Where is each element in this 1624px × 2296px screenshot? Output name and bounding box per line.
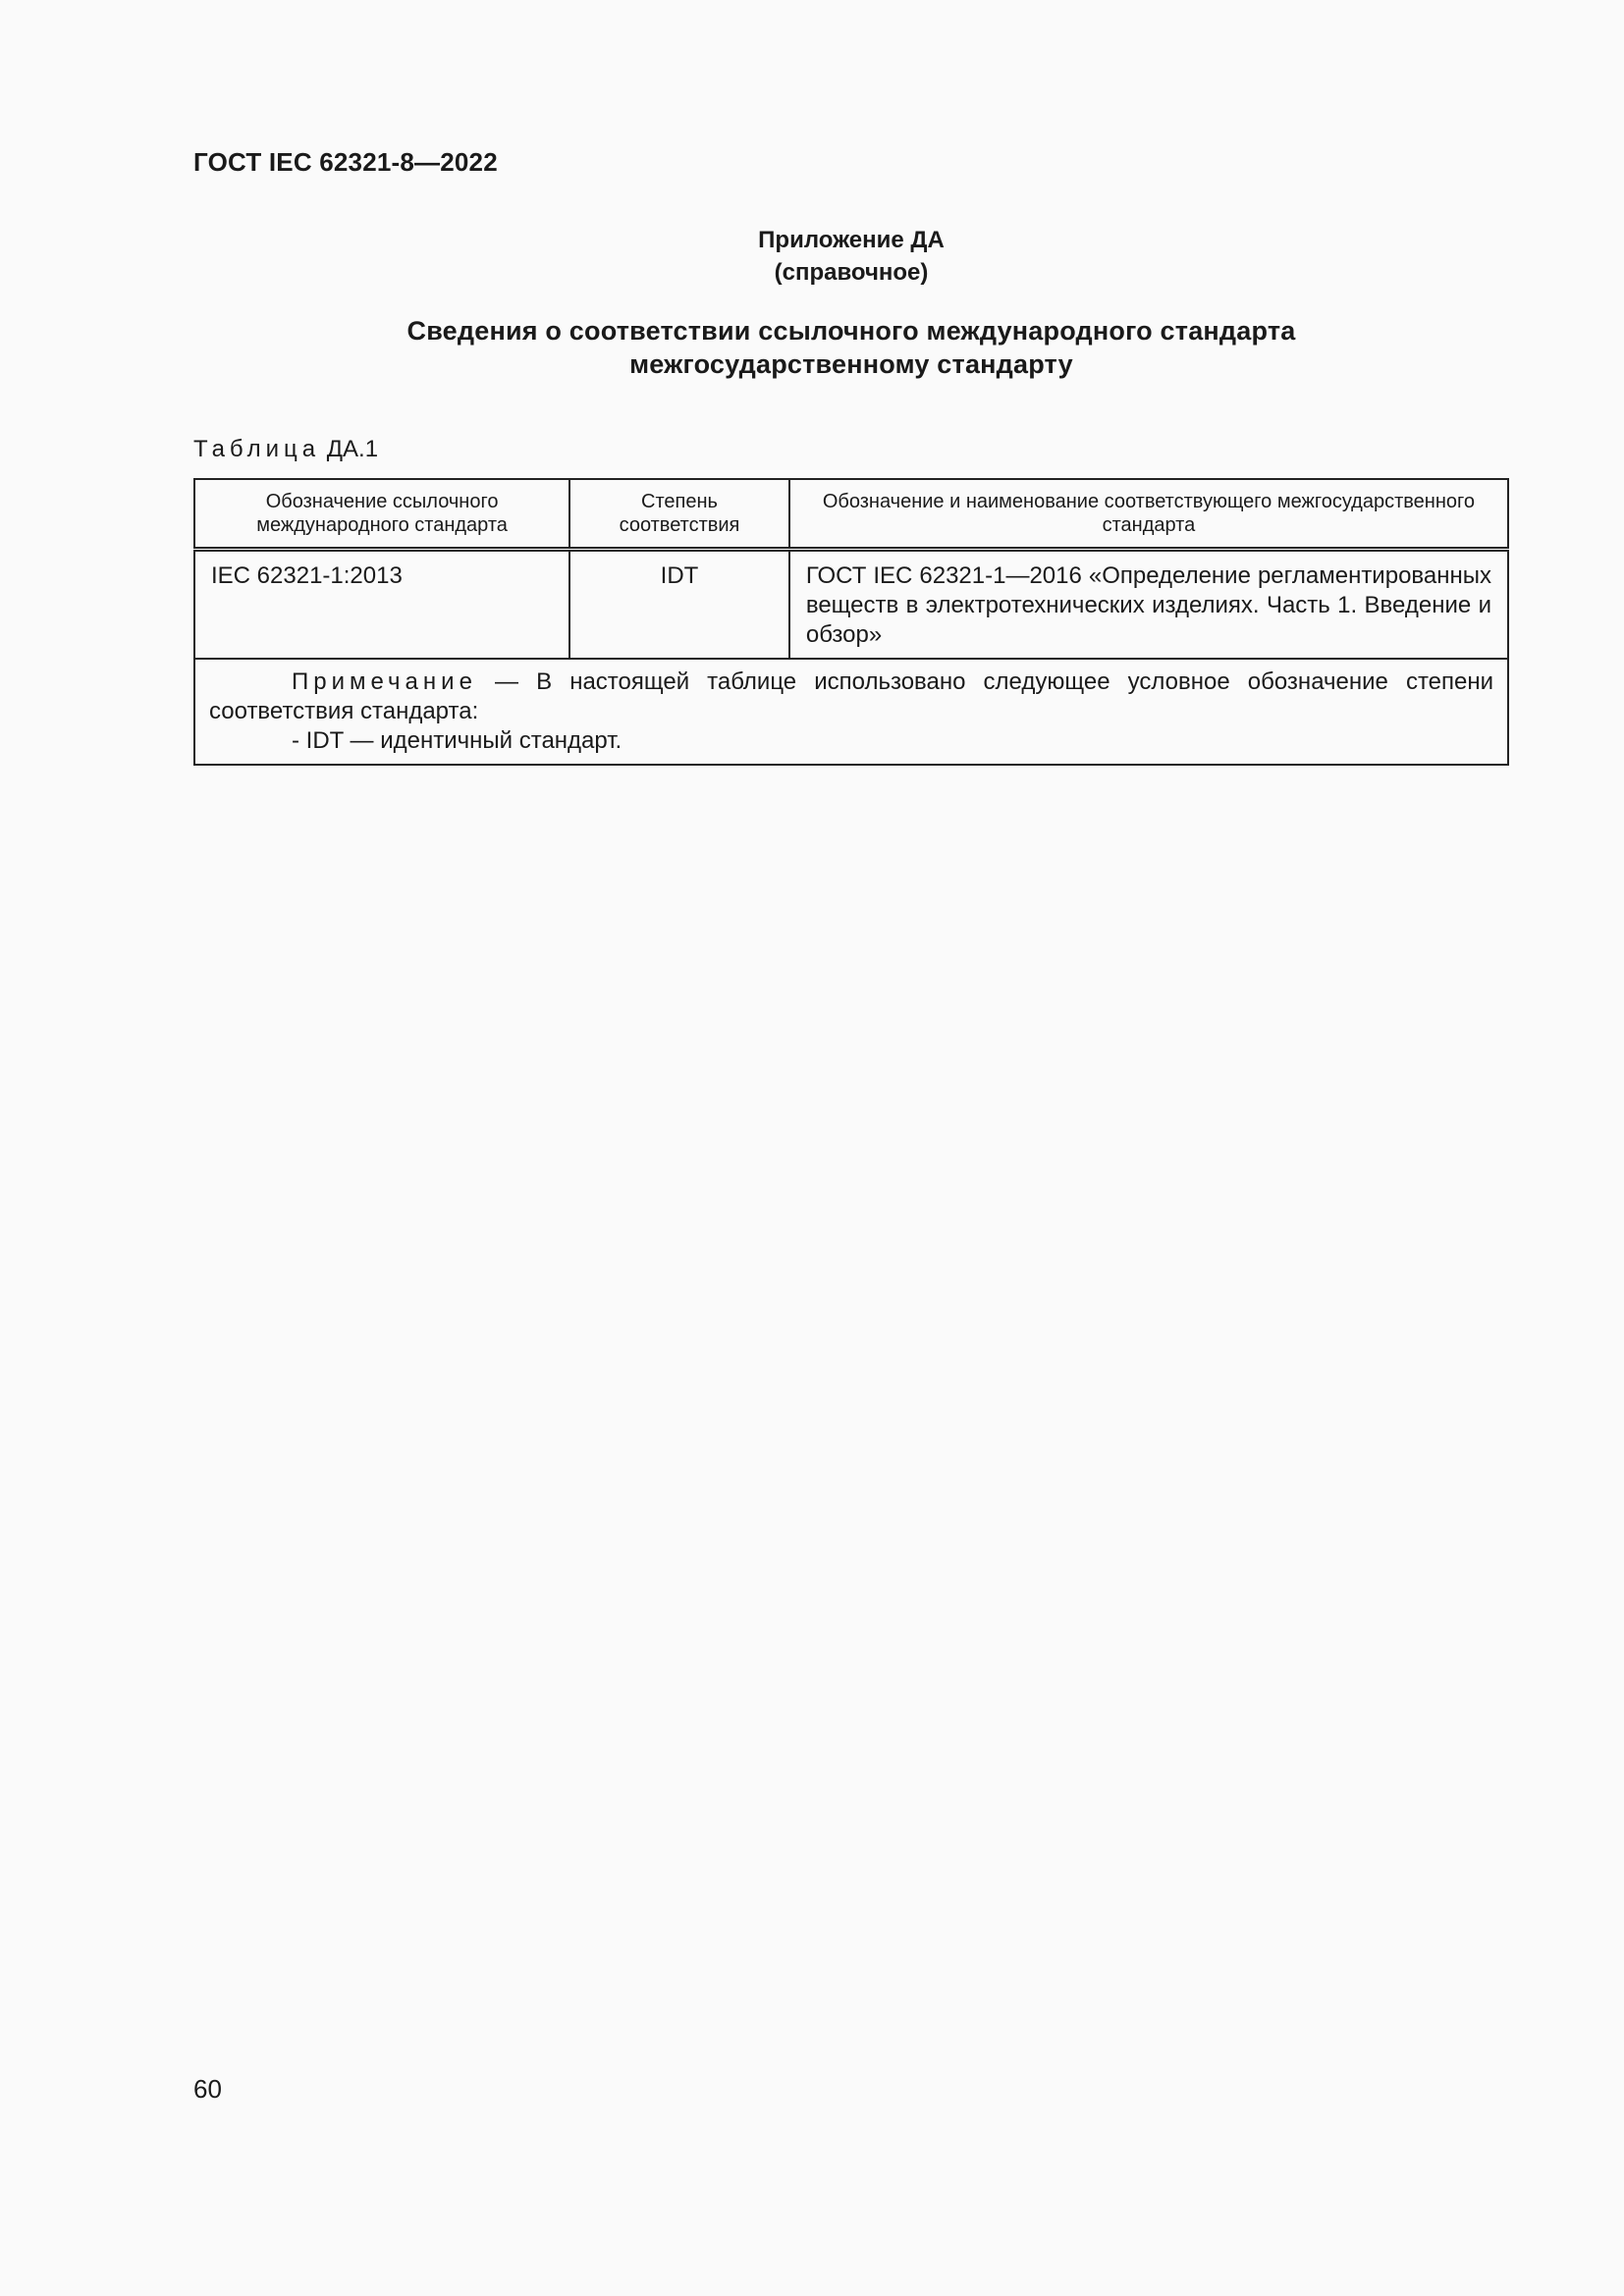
appendix-label: Приложение ДА: [758, 227, 945, 253]
appendix-title-line-1: Сведения о соответствии ссылочного международного стандарта: [406, 316, 1296, 346]
table-caption-number: ДА.1: [326, 436, 379, 462]
appendix-title: [193, 314, 1509, 381]
note-label: Примечание: [292, 668, 477, 695]
table-caption: [193, 436, 378, 463]
cell-national-standard: ГОСТ IEC 62321-1—2016 «Определение регламентированных веществ в электротехнических изделиях. Часть 1. Введение и обзор»: [789, 550, 1508, 660]
note-dash: —: [495, 668, 519, 695]
cell-ref-standard: IEC 62321-1:2013: [194, 550, 569, 660]
table-note-row: [194, 659, 1508, 765]
header-national-standard: Обозначение и наименование соответствующего межгосударственного стандарта: [789, 479, 1508, 550]
cell-degree: IDT: [569, 550, 789, 660]
page-number: 60: [193, 2074, 222, 2104]
note-item: - IDT — идентичный стандарт.: [292, 727, 623, 754]
document-header: ГОСТ IEC 62321-8—2022: [193, 147, 498, 177]
table-caption-label: Таблица: [193, 436, 321, 462]
appendix-type: (справочное): [774, 259, 929, 286]
table-note: [194, 659, 1508, 765]
note-text: В настоящей таблице использовано следующее условное обозначение степени соответствия стандарта:: [209, 668, 1494, 724]
table-header-row: [194, 479, 1508, 550]
note-paragraph: [209, 667, 1493, 726]
appendix-title-line-2: межгосударственному стандарту: [629, 349, 1073, 379]
table-row: [194, 550, 1508, 660]
appendix-heading: [193, 224, 1509, 289]
header-ref-standard: Обозначение ссылочного международного стандарта: [194, 479, 569, 550]
header-degree: Степень соответствия: [569, 479, 789, 550]
correspondence-table: [193, 478, 1509, 766]
